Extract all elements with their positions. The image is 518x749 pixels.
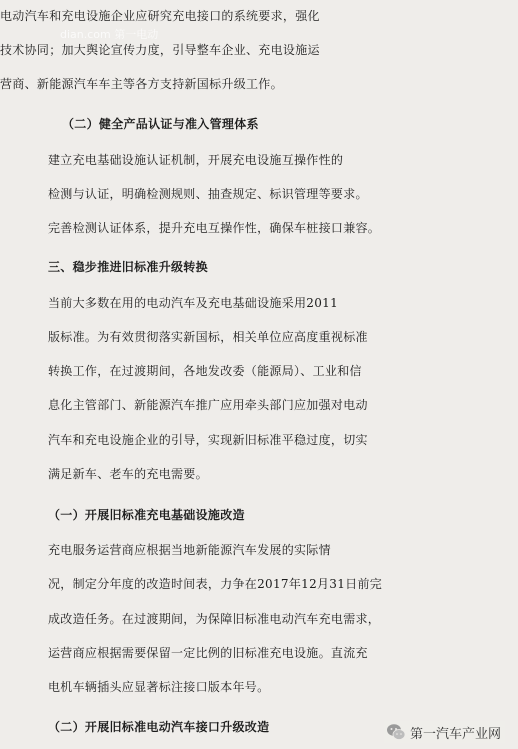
text-line: 充电服务运营商应根据当地新能源汽车发展的实际情 — [48, 543, 331, 557]
text-line: 息化主管部门、新能源汽车推广应用牵头部门应加强对电动 — [48, 398, 368, 412]
section-heading: （二）开展旧标准电动汽车接口升级改造 — [48, 720, 270, 734]
section-heading: 三、稳步推进旧标准升级转换 — [48, 260, 208, 274]
wechat-icon — [386, 722, 406, 742]
text-line: 版标准。为有效贯彻落实新国标，相关单位应高度重视标准 — [48, 330, 368, 344]
text-line: 当前大多数在用的电动汽车及充电基础设施采用2011 — [48, 296, 339, 310]
text-line: 运营商应根据需要保留一定比例的旧标准充电设施。直流充 — [48, 646, 368, 660]
logo-label: 第一汽车产业网 — [410, 726, 502, 742]
section-heading: （一）开展旧标准充电基础设施改造 — [48, 508, 245, 522]
text-line: 汽车和充电设施企业的引导，实现新旧标准平稳过度，切实 — [48, 433, 368, 447]
text-line: 技术协同；加大舆论宣传力度，引导整车企业、充电设施运 — [0, 43, 320, 57]
text-line: 检测与认证，明确检测规则、抽查规定、标识管理等要求。 — [48, 187, 368, 201]
text-line: 建立充电基础设施认证机制，开展充电设施互操作性的 — [48, 153, 344, 167]
text-line: 成改造任务。在过渡期间，为保障旧标准电动汽车充电需求， — [48, 612, 381, 626]
text-line: 营商、新能源汽车车主等各方支持新国标升级工作。 — [0, 77, 283, 91]
text-line: 转换工作，在过渡期间，各地发改委（能源局）、工业和信 — [48, 364, 362, 378]
text-line: 况，制定分年度的改造时间表，力争在2017年12月31日前完 — [48, 577, 383, 591]
text-line: 完善检测认证体系，提升充电互操作性，确保车桩接口兼容。 — [48, 221, 381, 235]
source-logo[interactable] — [384, 721, 505, 743]
text-line: 电动汽车和充电设施企业应研究充电接口的系统要求，强化 — [0, 9, 320, 23]
watermark: dian.com 第一电动 — [60, 28, 159, 41]
text-line: 电机车辆插头应显著标注接口版本年号。 — [48, 680, 270, 694]
section-heading: （二）健全产品认证与准入管理体系 — [62, 117, 259, 131]
text-line: 满足新车、老车的充电需要。 — [48, 467, 208, 481]
